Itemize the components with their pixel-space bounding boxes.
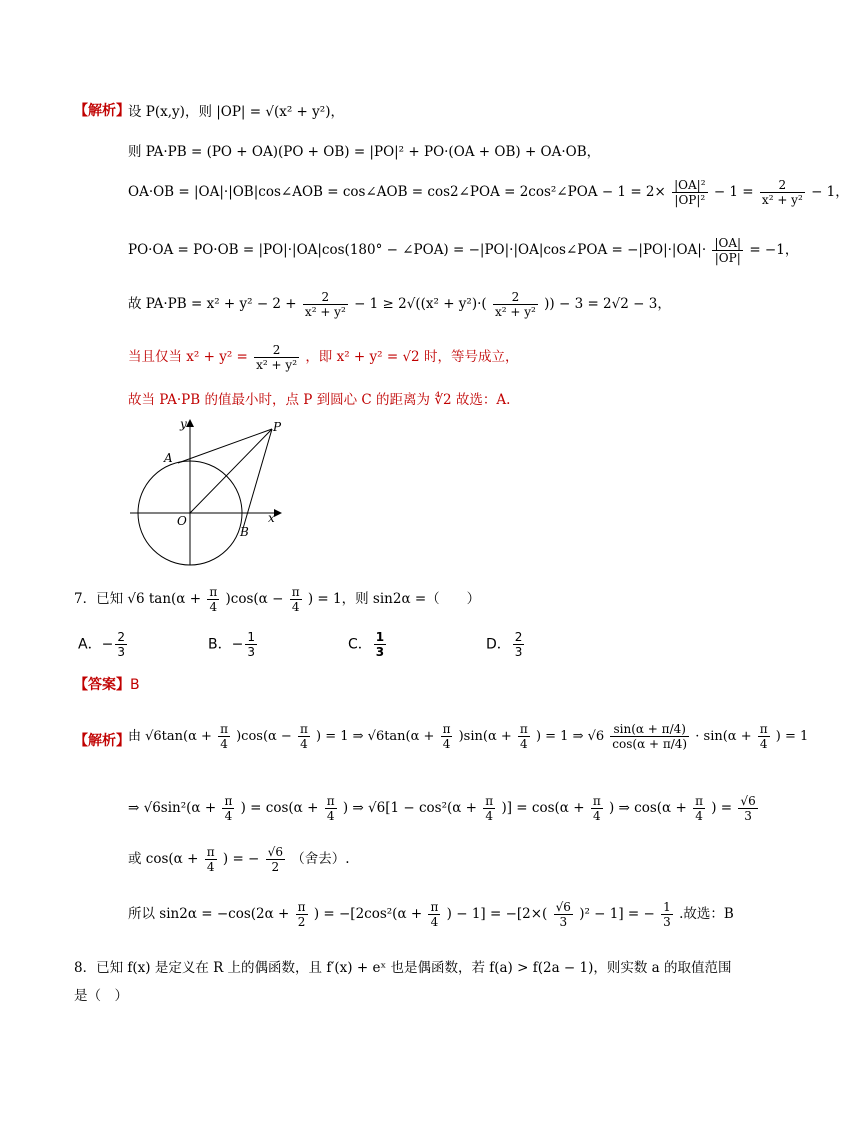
fraction-num: π [442, 722, 451, 736]
q8-stem-line-1: 8．已知 f(x) 是定义在 R 上的偶函数，且 f′(x) + eˣ 也是偶函数，若 f(a) > f(2a − 1)，则实数 a 的取值范围 [74, 960, 732, 976]
fraction-num: 2 [117, 630, 125, 644]
fraction-num: √6 [740, 794, 756, 808]
fraction-num: π [224, 794, 233, 808]
q7-stem-text: ) = 1，则 sin2α =（ ） [307, 591, 481, 607]
choice-A-label: A．− [78, 636, 114, 653]
q7-solution-text: ) = −[2cos²(α + [313, 906, 423, 922]
q7-solution-text: )cos(α − [236, 729, 292, 744]
analysis-line-3-text: OA·OB = |OA|·|OB|cos∠AOB = cos∠AOB = cos2∠POA = 2cos²∠POA − 1 = 2× [128, 184, 666, 200]
fraction-num: π [209, 585, 218, 599]
fraction [325, 794, 337, 823]
fraction [290, 585, 302, 614]
q7-solution-text: ) = − [222, 851, 260, 867]
fraction-den: 3 [117, 645, 125, 659]
q7-solution-text: 或 cos(α + [128, 851, 199, 867]
fraction-num: π [519, 722, 528, 736]
fraction-den: 4 [206, 860, 215, 874]
x-axis-arrow [274, 509, 282, 517]
fraction [441, 722, 453, 751]
analysis-line-5 [128, 290, 671, 319]
fraction [483, 794, 495, 823]
fraction-den: 4 [291, 600, 300, 614]
q7-solution-text: ) = [711, 800, 733, 816]
fraction-den: 4 [442, 737, 451, 751]
fraction [428, 900, 440, 929]
analysis-line-5-text: 故 PA·PB = x² + y² − 2 + [128, 296, 297, 312]
q7-solution-text: )² − 1] = − [579, 906, 655, 922]
fraction-den: |OP|² [674, 193, 706, 207]
fraction-num: π [206, 845, 215, 859]
analysis-line-6-text: 当且仅当 x² + y² = [128, 349, 248, 365]
fraction-den: x² + y² [761, 193, 803, 207]
fraction [266, 845, 285, 874]
fraction [296, 900, 308, 929]
fraction-den: cos(α + π/4) [612, 737, 688, 751]
fraction-num: 1 [247, 630, 255, 644]
fraction-num: 2 [254, 343, 299, 358]
fraction [303, 290, 348, 319]
q7-solution-text: ) = cos(α + [240, 800, 319, 816]
fraction [493, 290, 538, 319]
q8-stem-line-2: 是（ ） [74, 988, 128, 1004]
fraction [218, 722, 230, 751]
q7-solution-line-1 [128, 722, 808, 751]
fraction [693, 794, 705, 823]
q7-solution-text: 所以 sin2α = −cos(2α + [128, 906, 290, 922]
q7-solution-line-2 [128, 794, 760, 823]
fraction-num: 2 [493, 290, 538, 305]
fraction-num: π [759, 722, 768, 736]
q7-solution-text: 由 √6tan(α + [128, 729, 212, 744]
label-A: A [164, 451, 173, 465]
q7-solution-text: （舍去）. [291, 851, 350, 867]
fraction-num: π [592, 794, 601, 808]
choice-B-label: B．− [208, 636, 244, 653]
fraction [661, 900, 673, 929]
fraction-num: √6 [267, 845, 283, 859]
fraction [245, 630, 257, 659]
fraction [672, 178, 707, 207]
fraction [374, 630, 386, 659]
fraction-den: 4 [224, 809, 233, 823]
fraction-num: π [299, 722, 308, 736]
label-P: P [273, 420, 282, 434]
fraction-den: 4 [759, 737, 768, 751]
choice-B [208, 630, 259, 659]
fraction-num: 1 [663, 900, 671, 914]
label-B: B [240, 525, 249, 539]
fraction-num: π [695, 794, 703, 808]
q7-solution-text: · sin(α + [695, 729, 752, 744]
analysis-line-7: 故当 PA·PB 的值最小时，点 P 到圆心 C 的距离为 ∜2 故选：A. [128, 392, 511, 408]
fraction [513, 630, 525, 659]
fraction-num: π [485, 794, 494, 808]
fraction-num: π [430, 900, 439, 914]
q7-solution-text: )] = cos(α + [501, 800, 585, 816]
fraction-num: π [291, 585, 300, 599]
fraction-den: x² + y² [256, 358, 298, 372]
fraction-den: 2 [297, 915, 306, 929]
analysis-line-4 [128, 236, 798, 265]
q7-solution-text: ) = 1 [775, 729, 809, 744]
q7-solution-text: ) ⇒ cos(α + [609, 800, 687, 816]
fraction [207, 585, 219, 614]
analysis-line-4-text: PO·OA = PO·OB = |PO|·|OA|cos(180° − ∠POA) = −|PO|·|OA|cos∠POA = −|PO|·|OA|· [128, 242, 707, 258]
q7-solution-text: .故选：B [679, 906, 734, 922]
fraction [712, 236, 743, 265]
fraction-den: x² + y² [304, 305, 346, 319]
choice-A [78, 630, 129, 659]
q7-solution-text: ) = 1 ⇒ √6 [535, 729, 605, 744]
fraction-den: 4 [695, 809, 703, 823]
fraction-den: 3 [247, 645, 255, 659]
fraction [610, 722, 689, 751]
circle-figure [120, 415, 290, 570]
y-axis-arrow [186, 419, 194, 427]
analysis-line-5-text: − 1 ≥ 2√((x² + y²)·( [354, 296, 487, 312]
q7-solution-text: ⇒ √6sin²(α + [128, 800, 217, 816]
label-O: O [177, 514, 187, 528]
analysis-line-1: 设 P(x,y)，则 |OP| = √(x² + y²)， [128, 104, 344, 120]
fraction-num: sin(α + π/4) [610, 722, 689, 737]
q7-solution-line-3 [128, 845, 350, 874]
analysis-tag: 【解析】 [74, 103, 130, 119]
fraction-den: 4 [326, 809, 335, 823]
fraction-num: 2 [514, 630, 523, 644]
label-x: x [268, 511, 275, 525]
choice-C [348, 630, 388, 659]
q7-solution-text: ) − 1] = −[2×( [446, 906, 548, 922]
choice-C-label: C． [348, 636, 372, 653]
analysis-line-3-text: − 1， [811, 184, 849, 200]
fraction-num: √6 [555, 900, 571, 914]
fraction-num: π [326, 794, 335, 808]
analysis-tag: 【解析】 [74, 733, 130, 749]
analysis-line-5-text: )) − 3 = 2√2 − 3， [544, 296, 671, 312]
analysis-line-4-text: = −1， [749, 242, 799, 258]
fraction-den: 3 [663, 915, 671, 929]
q7-solution-text: )sin(α + [458, 729, 512, 744]
fraction [222, 794, 234, 823]
fraction-num: 2 [760, 178, 805, 193]
tangent-PA [178, 429, 272, 463]
fraction-num: π [297, 900, 306, 914]
fraction-num: 2 [303, 290, 348, 305]
fraction-den: 4 [520, 737, 528, 751]
q7-stem [74, 585, 480, 614]
fraction [758, 722, 770, 751]
q7-solution-text: ) = 1 ⇒ √6tan(α + [316, 729, 435, 744]
choice-D [486, 630, 526, 659]
fraction [554, 900, 573, 929]
fraction [254, 343, 299, 372]
analysis-line-3 [128, 178, 849, 207]
choice-D-label: D． [486, 636, 511, 653]
fraction [738, 794, 757, 823]
fraction [518, 722, 530, 751]
q7-solution-text: ) ⇒ √6[1 − cos²(α + [342, 800, 477, 816]
fraction-den: 4 [220, 737, 228, 751]
analysis-line-6-text: ，即 x² + y² = √2 时，等号成立， [305, 349, 519, 365]
fraction [298, 722, 310, 751]
fraction-den: x² + y² [494, 305, 536, 319]
fraction-den: 3 [744, 809, 752, 823]
answer-tag: 【答案】 [74, 677, 130, 693]
q7-solution-line-4 [128, 900, 734, 929]
answer-value: B [130, 677, 140, 693]
fraction-den: 4 [209, 600, 218, 614]
fraction [115, 630, 127, 659]
fraction-num: |OA| [714, 236, 742, 250]
fraction-num: 1 [375, 630, 385, 644]
label-y: y [180, 417, 187, 431]
fraction-den: |OP| [714, 251, 741, 265]
fraction-den: 3 [375, 645, 385, 659]
fraction [205, 845, 217, 874]
fraction-den: 2 [271, 860, 280, 874]
fraction-den: 4 [300, 737, 308, 751]
fraction-den: 4 [485, 809, 494, 823]
fraction-num: π [220, 722, 228, 736]
q7-stem-text: )cos(α − [225, 591, 284, 607]
fraction-den: 3 [559, 915, 568, 929]
fraction-num: |OA|² [674, 178, 706, 192]
analysis-line-3-text: − 1 = [713, 184, 754, 200]
q7-stem-text: 7．已知 √6 tan(α + [74, 591, 202, 607]
analysis-line-2: 则 PA·PB = (PO + OA)(PO + OB) = |PO|² + PO·(OA + OB) + OA·OB， [128, 144, 601, 160]
q7-answer [74, 674, 140, 694]
fraction-den: 3 [514, 645, 523, 659]
fraction [760, 178, 805, 207]
fraction [591, 794, 603, 823]
fraction-den: 4 [592, 809, 601, 823]
fraction-den: 4 [430, 915, 439, 929]
analysis-line-6 [128, 343, 518, 372]
